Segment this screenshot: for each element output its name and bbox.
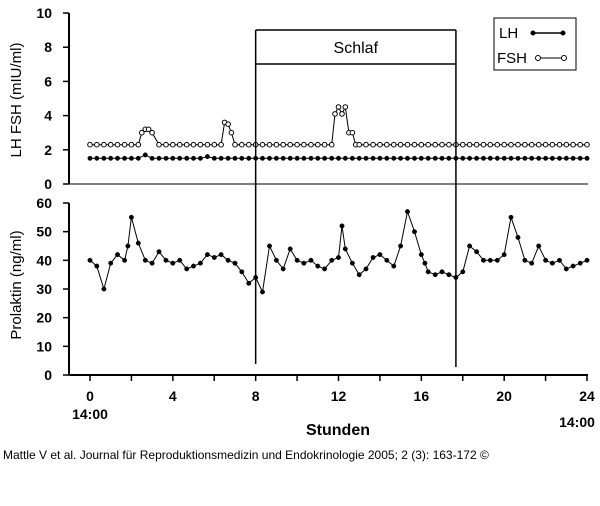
lh-point: [530, 156, 534, 160]
fsh-point: [229, 130, 234, 135]
lh-point: [274, 156, 278, 160]
lh-point: [502, 156, 506, 160]
prolaktin-point: [274, 258, 278, 262]
fsh-point: [412, 142, 417, 147]
lh-point: [88, 156, 92, 160]
lh-point: [474, 156, 478, 160]
lh-point: [295, 156, 299, 160]
prolaktin-point: [191, 264, 195, 268]
prolaktin-point: [543, 258, 547, 262]
prolaktin-point: [95, 264, 99, 268]
fsh-point: [481, 142, 486, 147]
fsh-line: [90, 107, 587, 145]
fsh-point: [529, 142, 534, 147]
bottom-y-tick-label: 0: [44, 367, 52, 383]
lh-point: [219, 156, 223, 160]
bottom-y-tick-label: 10: [36, 338, 52, 355]
fsh-point: [564, 142, 569, 147]
fsh-point: [509, 142, 514, 147]
prolaktin-point: [150, 261, 154, 265]
lh-point: [316, 156, 320, 160]
lh-point: [205, 154, 209, 158]
top-y-tick-label: 10: [36, 5, 52, 21]
lh-point: [385, 156, 389, 160]
prolaktin-point: [371, 255, 375, 259]
lh-point: [267, 156, 271, 160]
prolaktin-point: [440, 270, 444, 274]
prolaktin-point: [488, 258, 492, 262]
fsh-point: [495, 142, 500, 147]
prolaktin-point: [109, 261, 113, 265]
fsh-point: [288, 142, 293, 147]
prolaktin-point: [164, 258, 168, 262]
lh-point: [378, 156, 382, 160]
lh-point: [212, 156, 216, 160]
fsh-point: [392, 142, 397, 147]
prolaktin-point: [302, 261, 306, 265]
prolaktin-point: [405, 209, 409, 213]
lh-point: [433, 156, 437, 160]
fsh-point: [557, 142, 562, 147]
lh-point: [288, 156, 292, 160]
lh-point: [171, 156, 175, 160]
fsh-point: [171, 142, 176, 147]
fsh-point: [191, 142, 196, 147]
top-y-ticks: [36, 5, 69, 192]
schlaf-annotation: [256, 30, 456, 367]
fsh-point: [184, 142, 189, 147]
prolaktin-point: [502, 252, 506, 256]
fsh-point: [233, 142, 238, 147]
legend-marker-lh-1: [531, 31, 536, 36]
fsh-point: [108, 142, 113, 147]
fsh-point: [571, 142, 576, 147]
prolaktin-point: [288, 247, 292, 251]
lh-point: [461, 156, 465, 160]
bottom-x-ticks: [86, 375, 595, 404]
prolaktin-point: [219, 252, 223, 256]
lh-point: [488, 156, 492, 160]
fsh-point: [578, 142, 583, 147]
bottom-y-tick-label: 60: [36, 195, 52, 211]
lh-point: [226, 156, 230, 160]
fsh-point: [585, 142, 590, 147]
prolaktin-point: [350, 261, 354, 265]
lh-point: [440, 156, 444, 160]
x-end-time: 14:00: [559, 414, 595, 430]
prolaktin-line: [90, 212, 587, 292]
schlaf-label: Schlaf: [333, 40, 379, 57]
prolaktin-point: [322, 267, 326, 271]
lh-point: [309, 156, 313, 160]
lh-point: [157, 156, 161, 160]
prolaktin-point: [205, 252, 209, 256]
prolaktin-point: [295, 258, 299, 262]
prolaktin-point: [509, 215, 513, 219]
fsh-point: [309, 142, 314, 147]
citation: Mattle V et al. Journal für Reproduktionsmedizin und Endokrinologie 2005; 2 (3): 163-172 ©: [3, 448, 489, 462]
lh-point: [426, 156, 430, 160]
lh-point: [233, 156, 237, 160]
prolaktin-point: [392, 264, 396, 268]
prolaktin-point: [281, 267, 285, 271]
lh-point: [240, 156, 244, 160]
x-tick-label: 20: [496, 388, 512, 404]
fsh-point: [115, 142, 120, 147]
lh-point: [102, 156, 106, 160]
fsh-point: [516, 142, 521, 147]
fsh-point: [405, 142, 410, 147]
lh-point: [543, 156, 547, 160]
fsh-point: [333, 112, 338, 117]
legend: [494, 18, 576, 70]
lh-point: [336, 156, 340, 160]
fsh-point: [260, 142, 265, 147]
prolaktin-point: [136, 241, 140, 245]
legend-label-lh: LH: [499, 25, 519, 42]
fsh-point: [329, 142, 334, 147]
lh-point: [571, 156, 575, 160]
prolaktin-point: [364, 267, 368, 271]
lh-point: [136, 156, 140, 160]
fsh-point: [267, 142, 272, 147]
lh-point: [364, 156, 368, 160]
prolaktin-point: [557, 258, 561, 262]
lh-point: [537, 156, 541, 160]
lh-point: [350, 156, 354, 160]
legend-marker-fsh-2: [562, 56, 567, 61]
x-start-time: 14:00: [72, 406, 108, 422]
legend-marker-lh-2: [561, 31, 566, 36]
fsh-point: [129, 142, 134, 147]
fsh-point: [102, 142, 107, 147]
prolaktin-point: [474, 250, 478, 254]
lh-point: [150, 156, 154, 160]
fsh-point: [316, 142, 321, 147]
lh-point: [330, 156, 334, 160]
prolaktin-point: [88, 258, 92, 262]
prolaktin-point: [447, 273, 451, 277]
fsh-point: [150, 130, 155, 135]
lh-point: [398, 156, 402, 160]
fsh-point: [433, 142, 438, 147]
prolaktin-point: [461, 270, 465, 274]
fsh-point: [281, 142, 286, 147]
fsh-point: [136, 142, 141, 147]
fsh-point: [398, 142, 403, 147]
fsh-point: [419, 142, 424, 147]
prolaktin-point: [585, 258, 589, 262]
lh-point: [185, 156, 189, 160]
x-tick-label: 12: [330, 388, 347, 404]
fsh-point: [488, 142, 493, 147]
prolaktin-point: [523, 258, 527, 262]
fsh-point: [378, 142, 383, 147]
top-y-tick-label: 4: [44, 107, 52, 124]
lh-point: [516, 156, 520, 160]
prolaktin-point: [564, 267, 568, 271]
fsh-point: [240, 142, 245, 147]
lh-point: [357, 156, 361, 160]
lh-point: [495, 156, 499, 160]
legend-label-fsh: FSH: [497, 50, 527, 67]
prolaktin-point: [143, 258, 147, 262]
legend-marker-fsh-1: [536, 56, 541, 61]
fsh-point: [440, 142, 445, 147]
prolaktin-point: [226, 258, 230, 262]
prolaktin-point: [102, 287, 106, 291]
fsh-point: [226, 122, 231, 127]
prolaktin-point: [357, 273, 361, 277]
fsh-point: [474, 142, 479, 147]
lh-point: [371, 156, 375, 160]
lh-point: [392, 156, 396, 160]
prolaktin-point: [426, 270, 430, 274]
lh-point: [578, 156, 582, 160]
lh-point: [405, 156, 409, 160]
fsh-point: [295, 142, 300, 147]
prolaktin-point: [423, 261, 427, 265]
bottom-y-tick-label: 20: [36, 309, 52, 326]
lh-point: [178, 156, 182, 160]
prolaktin-point: [240, 270, 244, 274]
lh-point: [564, 156, 568, 160]
prolaktin-point: [129, 215, 133, 219]
lh-point: [419, 156, 423, 160]
lh-point: [447, 156, 451, 160]
fsh-point: [364, 142, 369, 147]
prolaktin-point: [260, 290, 264, 294]
lh-point: [550, 156, 554, 160]
lh-point: [322, 156, 326, 160]
lh-point: [198, 156, 202, 160]
prolaktin-point: [267, 244, 271, 248]
fsh-point: [447, 142, 452, 147]
prolaktin-point: [316, 264, 320, 268]
fsh-point: [340, 112, 345, 117]
bottom-series-group: [88, 209, 589, 294]
lh-point: [95, 156, 99, 160]
fsh-point: [177, 142, 182, 147]
fsh-point: [523, 142, 528, 147]
fsh-point: [122, 142, 127, 147]
fsh-point: [88, 142, 93, 147]
bottom-y-ticks: [36, 195, 69, 383]
prolaktin-point: [495, 258, 499, 262]
lh-point: [343, 156, 347, 160]
lh-point: [109, 156, 113, 160]
fsh-point: [502, 142, 507, 147]
fsh-point: [164, 142, 169, 147]
prolaktin-point: [571, 264, 575, 268]
prolaktin-point: [185, 267, 189, 271]
fsh-point: [219, 142, 224, 147]
top-y-tick-label: 2: [44, 141, 52, 158]
prolaktin-point: [340, 224, 344, 228]
fsh-point: [371, 142, 376, 147]
fsh-point: [302, 142, 307, 147]
lh-point: [143, 153, 147, 157]
lh-point: [191, 156, 195, 160]
bottom-y-tick-label: 30: [36, 281, 52, 297]
prolaktin-point: [330, 258, 334, 262]
lh-point: [164, 156, 168, 160]
lh-point: [247, 156, 251, 160]
prolaktin-point: [378, 252, 382, 256]
lh-point: [115, 156, 119, 160]
prolaktin-point: [247, 281, 251, 285]
prolaktin-point: [419, 252, 423, 256]
fsh-point: [536, 142, 541, 147]
fsh-point: [322, 142, 327, 147]
fsh-point: [336, 105, 341, 110]
fsh-point: [350, 130, 355, 135]
top-y-tick-label: 8: [44, 39, 52, 56]
fsh-point: [461, 142, 466, 147]
lh-point: [481, 156, 485, 160]
prolaktin-point: [530, 261, 534, 265]
fsh-point: [274, 142, 279, 147]
fsh-point: [385, 142, 390, 147]
bottom-y-axis-title: Prolaktin (ng/ml): [8, 230, 25, 340]
prolaktin-point: [126, 244, 130, 248]
fsh-point: [212, 142, 217, 147]
prolaktin-point: [578, 261, 582, 265]
bottom-y-tick-label: 40: [36, 252, 52, 269]
x-tick-label: 4: [168, 388, 177, 404]
lh-point: [412, 156, 416, 160]
fsh-point: [157, 142, 162, 147]
lh-point: [523, 156, 527, 160]
lh-point: [557, 156, 561, 160]
x-tick-label: 0: [86, 388, 94, 404]
lh-point: [260, 156, 264, 160]
fsh-point: [247, 142, 252, 147]
lh-point: [585, 156, 589, 160]
fsh-point: [426, 142, 431, 147]
prolaktin-point: [537, 244, 541, 248]
top-series-group: [88, 105, 590, 161]
x-tick-label: 8: [251, 388, 260, 404]
x-tick-label: 16: [413, 388, 430, 404]
prolaktin-point: [385, 258, 389, 262]
fsh-point: [95, 142, 100, 147]
prolaktin-point: [309, 258, 313, 262]
fsh-point: [550, 142, 555, 147]
prolaktin-point: [157, 250, 161, 254]
prolaktin-point: [412, 230, 416, 234]
bottom-y-tick-label: 50: [36, 223, 52, 240]
lh-point: [467, 156, 471, 160]
top-y-axis-title: LH FSH (mIU/ml): [8, 42, 25, 158]
fsh-point: [467, 142, 472, 147]
prolaktin-point: [198, 261, 202, 265]
lh-point: [302, 156, 306, 160]
x-axis-title: Stunden: [306, 422, 370, 439]
prolaktin-point: [516, 235, 520, 239]
bottom-panel: [8, 195, 595, 439]
top-y-tick-label: 6: [44, 73, 52, 90]
prolaktin-point: [467, 244, 471, 248]
x-tick-label: 24: [579, 388, 595, 404]
prolaktin-point: [178, 258, 182, 262]
prolaktin-point: [115, 252, 119, 256]
lh-point: [129, 156, 133, 160]
lh-point: [509, 156, 513, 160]
prolaktin-point: [398, 244, 402, 248]
prolaktin-point: [212, 255, 216, 259]
fsh-point: [357, 142, 362, 147]
fsh-point: [543, 142, 548, 147]
top-y-tick-label: 0: [44, 176, 52, 192]
prolaktin-point: [481, 258, 485, 262]
lh-point: [281, 156, 285, 160]
prolaktin-point: [122, 258, 126, 262]
fsh-point: [198, 142, 203, 147]
fsh-point: [205, 142, 210, 147]
prolaktin-point: [550, 261, 554, 265]
prolaktin-point: [336, 255, 340, 259]
fsh-point: [343, 105, 348, 110]
prolaktin-point: [233, 261, 237, 265]
prolaktin-point: [343, 247, 347, 251]
lh-point: [122, 156, 126, 160]
prolaktin-point: [171, 261, 175, 265]
prolaktin-point: [433, 273, 437, 277]
